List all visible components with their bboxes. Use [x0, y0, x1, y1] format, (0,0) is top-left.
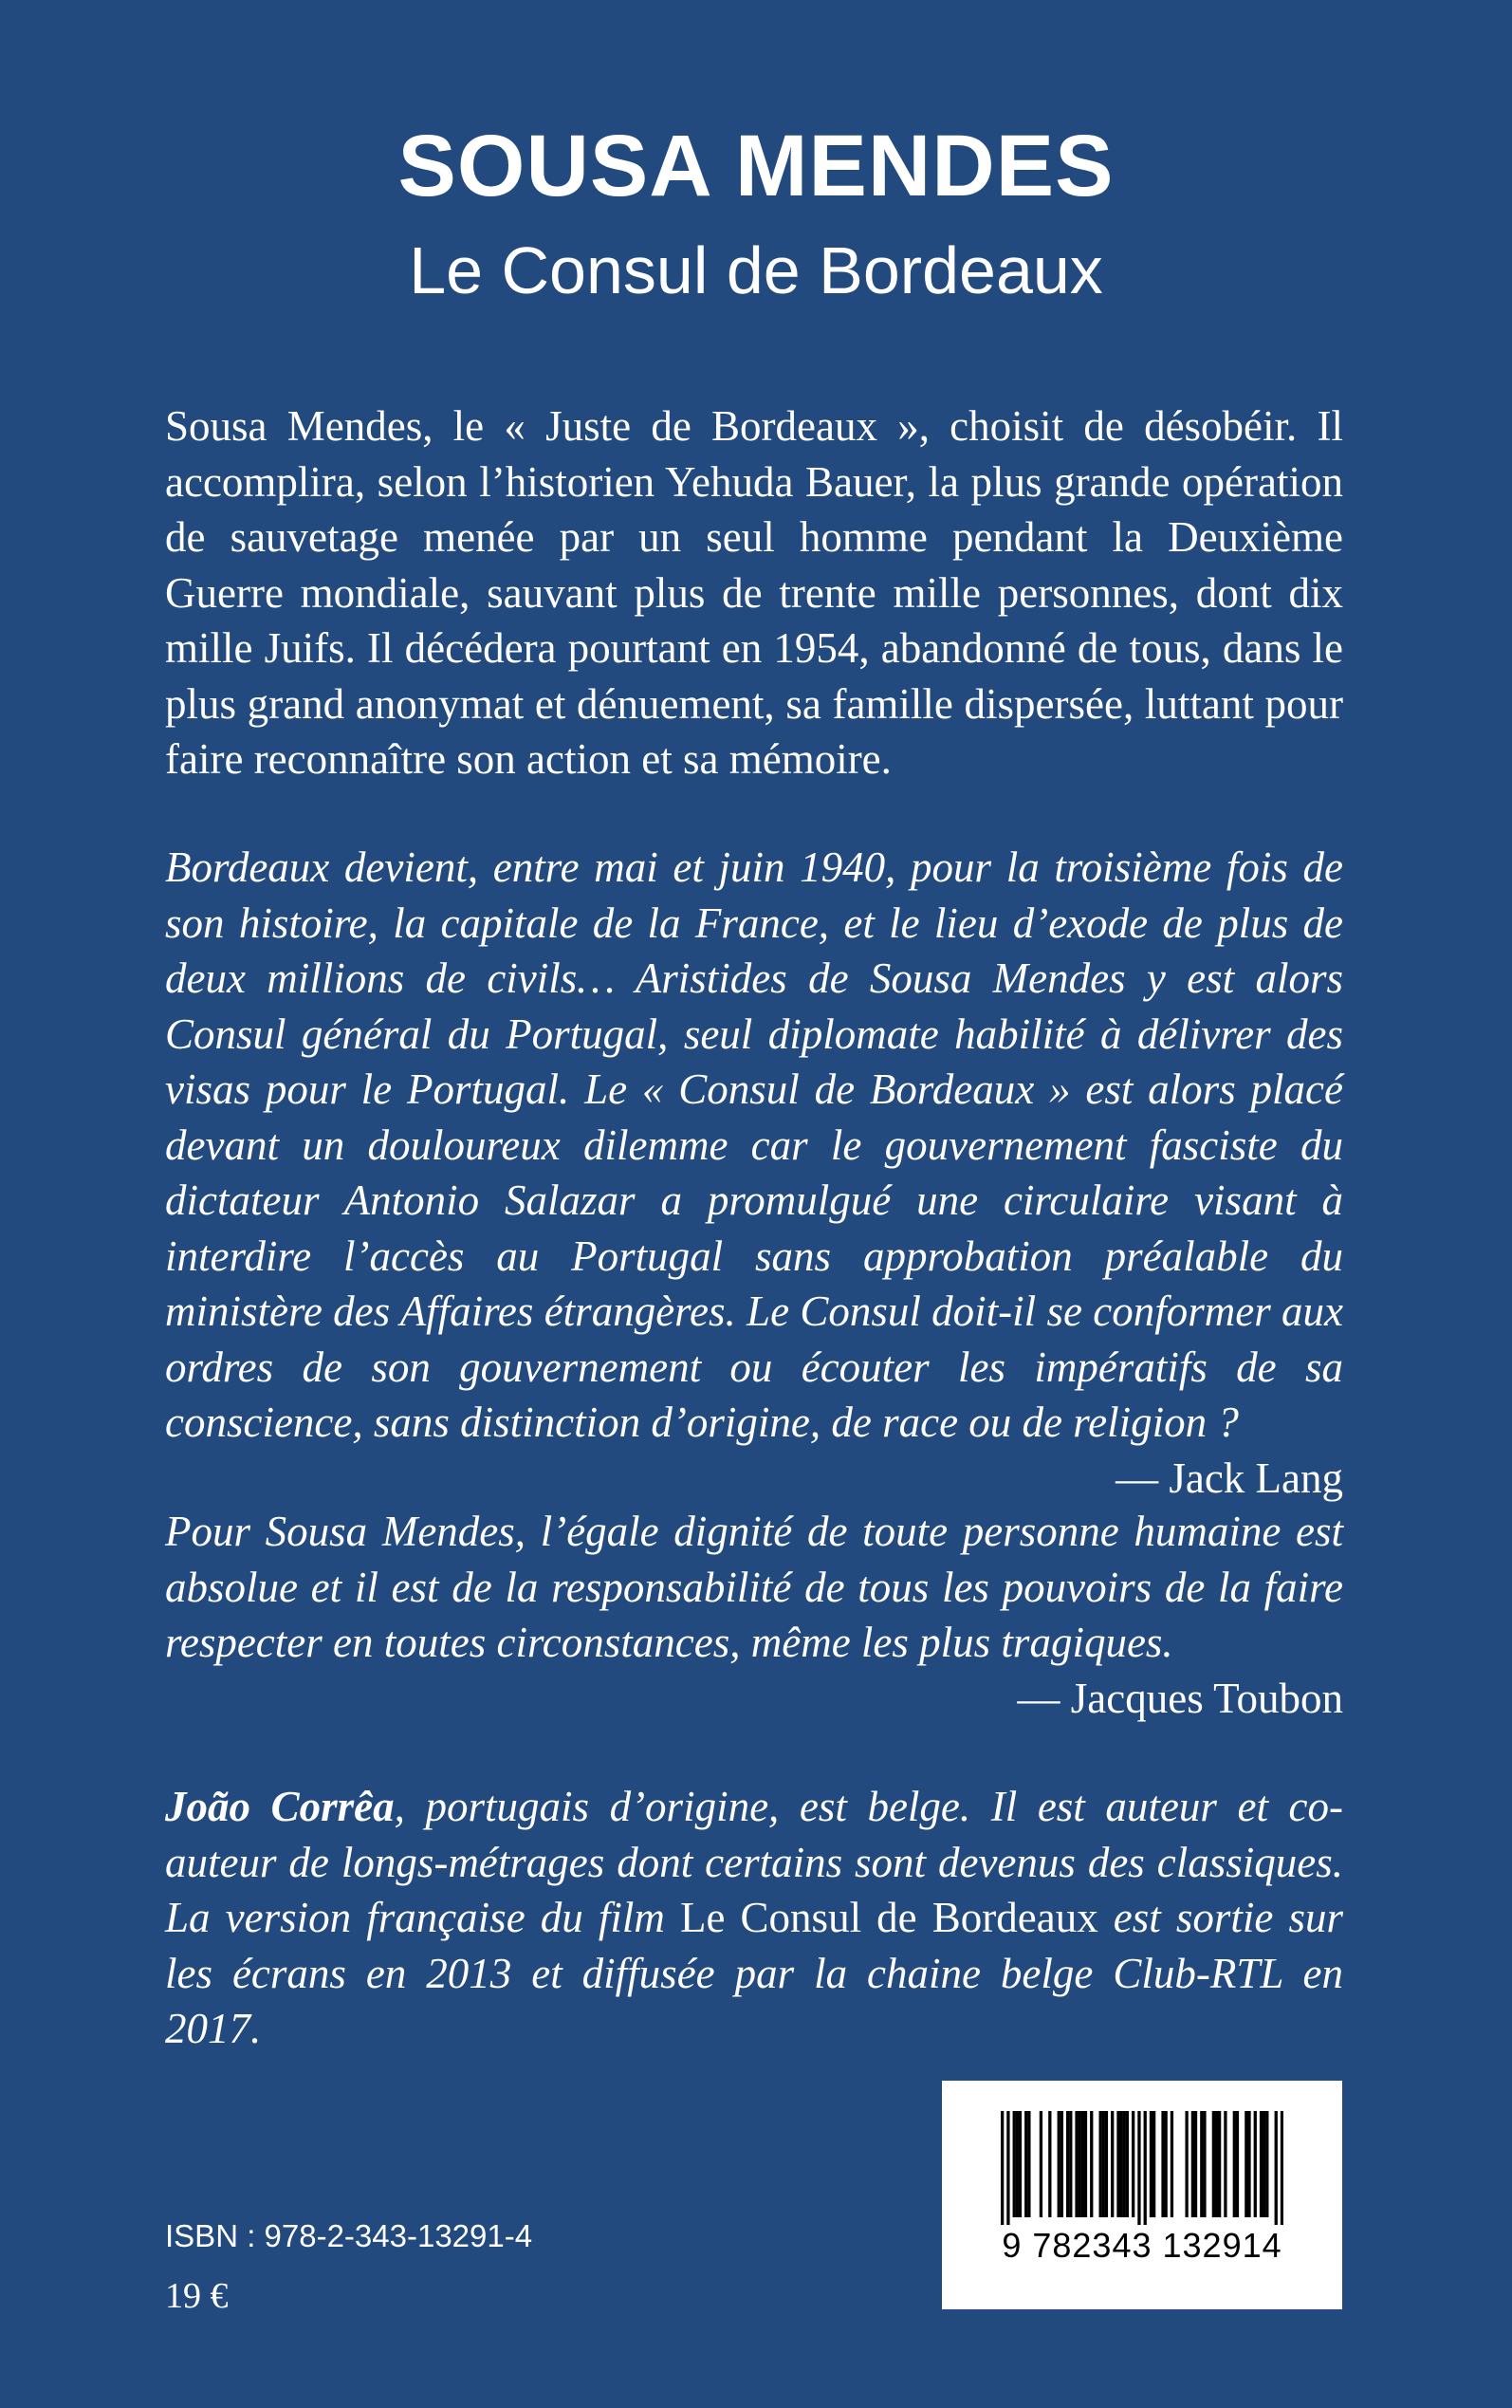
barcode-bar: [1215, 2111, 1218, 2217]
barcode-bar: [1001, 2111, 1004, 2225]
film-title: Le Consul de Bordeaux: [679, 1894, 1098, 1941]
barcode-bar: [1075, 2111, 1078, 2217]
author-name: João Corrêa: [165, 1783, 395, 1830]
barcode-bar: [1081, 2111, 1084, 2217]
barcode-bar: [1123, 2111, 1126, 2217]
barcode-bar: [1218, 2111, 1221, 2217]
quote-jack-lang: [165, 840, 1343, 1506]
barcode-bar: [1069, 2111, 1072, 2217]
barcode-bar: [1233, 2111, 1236, 2217]
barcode-bar: [1126, 2111, 1129, 2217]
barcode-bar: [1203, 2111, 1206, 2217]
author-bio: [165, 1779, 1343, 2057]
barcode-bar: [1058, 2111, 1060, 2217]
barcode-bar: [1212, 2111, 1215, 2217]
barcode-bar: [1165, 2111, 1168, 2217]
barcode-bar: [1013, 2111, 1016, 2217]
barcode-bar: [1099, 2111, 1102, 2217]
barcode-bar: [1260, 2111, 1263, 2217]
isbn-label: ISBN : 978-2-343-13291-4: [165, 2218, 533, 2253]
barcode-bar: [1224, 2111, 1226, 2217]
barcode-bar: [1102, 2111, 1105, 2217]
book-subtitle: Le Consul de Bordeaux: [409, 233, 1103, 307]
barcode-bar: [1137, 2111, 1140, 2225]
barcode: [942, 2081, 1342, 2309]
barcode-bar: [1016, 2111, 1019, 2217]
barcode-bar: [1060, 2111, 1063, 2217]
barcode-bar: [1119, 2111, 1122, 2217]
barcode-bar: [1066, 2111, 1069, 2217]
barcode-bar: [1144, 2111, 1147, 2225]
barcode-bar: [1200, 2111, 1203, 2217]
barcode-bar: [1185, 2111, 1188, 2217]
barcode-bar: [1171, 2111, 1173, 2217]
barcode-bar: [1263, 2111, 1265, 2217]
barcode-bar: [1245, 2111, 1247, 2217]
barcode-bar: [1265, 2111, 1268, 2217]
barcode-bar: [1152, 2111, 1155, 2217]
bio-text: , portugais d’origine, est belge. Il est auteur et co-auteur de longs-métrages dont certains sont devenus des classiques. La version française du film: [165, 1783, 1343, 1941]
barcode-bar: [1079, 2111, 1081, 2217]
book-title: SOUSA MENDES: [397, 118, 1115, 214]
barcode-bar: [1116, 2111, 1119, 2217]
barcode-bar: [1090, 2111, 1093, 2217]
barcode-bar: [1161, 2111, 1164, 2217]
barcode-bar: [1150, 2111, 1152, 2217]
barcode-bar: [1275, 2111, 1278, 2225]
barcode-bar: [1194, 2111, 1197, 2217]
quote-attribution: — Jacques Toubon: [1017, 1674, 1343, 1722]
barcode-bar: [1105, 2111, 1108, 2217]
intro-paragraph: Sousa Mendes, le « Juste de Bordeaux », choisit de désobéir. Il accomplira, selon l’historien Yehuda Bauer, la plus grande opération de sauvetage menée par un seul homme pendant la Deuxième Guerre mondiale, sauvant plus de trente mille personnes, dont dix mille Juifs. Il décédera pourtant en 1954, abandonné de tous, dans le plus grand anonymat et dénuement, sa famille dispersée, luttant pour faire reconnaître son action et sa mémoire.: [165, 402, 1343, 783]
barcode-digits: 9 782343 132914: [1002, 2226, 1282, 2265]
quote-jacques-toubon: [165, 1504, 1343, 1726]
barcode-bar: [1111, 2111, 1114, 2217]
barcode-bar: [1254, 2111, 1257, 2217]
barcode-bar: [1247, 2111, 1250, 2217]
barcode-bar: [1191, 2111, 1194, 2217]
bio-text: est sortie sur les écrans en 2013 et diffusée par la chaine belge Club-RTL en 2017.: [165, 1894, 1344, 2052]
barcode-bars: [1001, 2111, 1283, 2225]
barcode-bar: [1048, 2111, 1051, 2217]
quote-attribution: — Jack Lang: [1116, 1454, 1343, 1502]
barcode-bar: [1024, 2111, 1027, 2217]
barcode-bar: [1006, 2111, 1009, 2225]
barcode-bar: [1132, 2111, 1134, 2217]
barcode-bar: [1236, 2111, 1239, 2217]
quote-text: Bordeaux devient, entre mai et juin 1940, pour la troisième fois de son histoire, la capitale de la France, et le lieu d’exode de plus de deux millions de civils… Aristides de Sousa Mendes y est alors Consul général du Portugal, seul diplomate habilité à délivrer des visas pour le Portugal. Le « Consul de Bordeaux » est alors placé devant un douloureux dilemme car le gouvernement fasciste du dictateur Antonio Salazar a promulgué une circulaire visant à interdire l’accès au Portugal sans approbation préalable du ministère des Affaires étrangères. Le Consul doit-il se conformer aux ordres de son gouvernement ou écouter les impératifs de sa conscience, sans distinction d’origine, de race ou de religion ?: [165, 843, 1343, 1446]
price-label: 19 €: [165, 2276, 229, 2316]
barcode-bar: [1040, 2111, 1042, 2217]
barcode-bar: [1281, 2111, 1283, 2225]
barcode-bar: [1019, 2111, 1022, 2217]
barcode-bar: [1027, 2111, 1030, 2217]
quote-text: Pour Sousa Mendes, l’égale dignité de toute personne humaine est absolue et il est de la responsabilité de tous les pouvoirs de la faire respecter en toutes circonstances, même les plus tragiques.: [165, 1508, 1343, 1666]
barcode-bar: [1084, 2111, 1087, 2217]
